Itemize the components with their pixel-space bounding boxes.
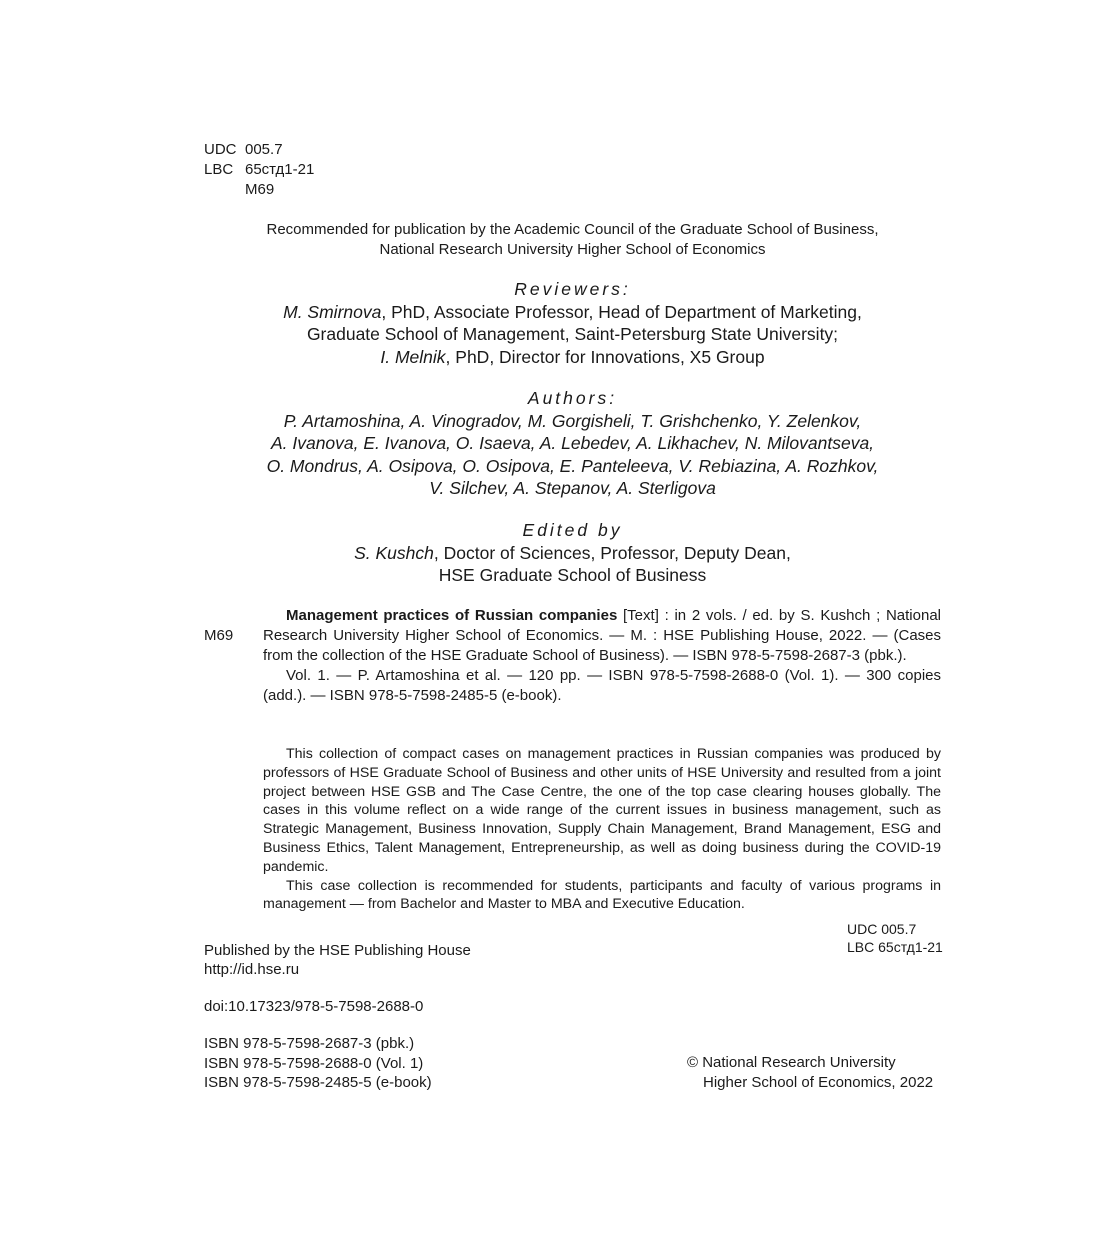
reviewer-2-name: I. Melnik: [380, 346, 446, 367]
authors-heading: Authors:: [527, 388, 618, 408]
copyright-line-1: © National Research University: [687, 1054, 896, 1071]
publisher-line: Published by the HSE Publishing House: [204, 942, 471, 959]
reviewer-1-name: M. Smirnova: [283, 301, 382, 322]
publisher-url[interactable]: http://id.hse.ru: [204, 961, 300, 978]
catalog-main-entry: [263, 606, 941, 666]
catalog-volume-line: Vol. 1. — P. Artamoshina et al. — 120 pp. — ISBN 978-5-7598-2688-0 (Vol. 1). — 300 copies (add.). — ISBN 978-5-7598-2485-5 (e-book).: [263, 667, 941, 704]
doi: doi:10.17323/978-5-7598-2688-0: [204, 998, 424, 1015]
reviewer-2: [204, 346, 941, 369]
catalog-entry: [263, 606, 941, 706]
reviewer-2-desc: , PhD, Director for Innovations, X5 Group: [445, 346, 765, 367]
classification-block: [204, 140, 314, 200]
editor-desc: , Doctor of Sciences, Professor, Deputy Dean,: [433, 542, 791, 563]
copyright-block: [687, 1053, 933, 1092]
abstract-paragraph-2: This case collection is recommended for students, participants and faculty of various programs in management — from Bachelor and Master to MBA and Executive Education.: [263, 877, 941, 913]
author-mark-row: [204, 180, 314, 200]
udc-row: [204, 140, 314, 160]
authors-line-2: A. Ivanova, E. Ivanova, O. Isaeva, A. Lebedev, A. Likhachev, N. Milovantseva,: [270, 433, 875, 453]
editor-name: S. Kushch: [354, 542, 434, 563]
isbn-vol1: ISBN 978-5-7598-2688-0 (Vol. 1): [204, 1054, 424, 1072]
editor-org: HSE Graduate School of Business: [438, 565, 707, 585]
isbn-list: [204, 1034, 432, 1093]
lbc-key: LBC: [204, 161, 234, 178]
udc-key: UDC: [204, 141, 237, 158]
edited-by-heading: Edited by: [522, 520, 623, 540]
reviewers-heading: Reviewers:: [514, 279, 631, 299]
copyright-line-2: Higher School of Economics, 2022: [703, 1073, 934, 1091]
editor: [204, 542, 941, 565]
lbc-value: 65стд1-21: [245, 161, 315, 178]
publisher-block: [204, 941, 471, 979]
authors-line-1: P. Artamoshina, A. Vinogradov, M. Gorgisheli, T. Grishchenko, Y. Zelenkov,: [283, 410, 862, 431]
author-mark: M69: [245, 181, 275, 198]
recommendation-line-1: Recommended for publication by the Academic Council of the Graduate School of Business,: [266, 221, 879, 238]
abstract-paragraph-1: This collection of compact cases on management practices in Russian companies was produced by professors of HSE Graduate School of Business and other units of HSE University and resulted from a joint project between HSE GSB and The Case Centre, the one of the top case clearing houses globally. The cases in this volume reflect on a wide range of the current issues in business management, such as Strategic Management, Business Innovation, Supply Chain Management, Brand Management, ESG and Business Ethics, Talent Management, Entrepreneurship, as well as doing business during the COVID-19 pandemic.: [263, 746, 941, 875]
recommendation-line-2: National Research University Higher School of Economics: [379, 241, 766, 258]
udc-value: 005.7: [245, 141, 283, 158]
isbn-pbk: ISBN 978-5-7598-2687-3 (pbk.): [204, 1035, 415, 1052]
reviewers-section: [204, 278, 941, 368]
reviewer-1-desc: , PhD, Associate Professor, Head of Department of Marketing,: [381, 301, 862, 322]
isbn-ebook: ISBN 978-5-7598-2485-5 (e-book): [204, 1074, 432, 1091]
catalog-entry-details: [Text] : in 2 vols. / ed. by S. Kushch ; National Research University Higher School of Economics. — M. : HSE Publishing House, 2022. — (Cases from the collection of the HSE Graduate School of Business). — ISBN 978-5-7598-2687-3 (pbk.).: [263, 607, 941, 664]
authors-line-4: V. Silchev, A. Stepanov, A. Sterligova: [429, 478, 716, 498]
reviewer-1: [204, 301, 941, 324]
lbc-row: [204, 160, 314, 180]
udc-lbc-summary: [847, 920, 943, 956]
abstract: [263, 745, 941, 914]
authors-line-3: O. Mondrus, A. Osipova, O. Osipova, E. Panteleeva, V. Rebiazina, A. Rozhkov,: [266, 455, 879, 476]
authors-section: [204, 387, 941, 500]
reviewer-1-affiliation: Graduate School of Management, Saint-Petersburg State University;: [306, 324, 839, 344]
recommendation: [204, 220, 941, 260]
udc-summary: UDC 005.7: [847, 921, 917, 937]
edited-by-section: [204, 519, 941, 587]
lbc-summary: LBC 65стд1-21: [847, 939, 943, 955]
catalog-mark: M69: [204, 627, 234, 644]
book-title: Management practices of Russian companies: [286, 607, 618, 624]
